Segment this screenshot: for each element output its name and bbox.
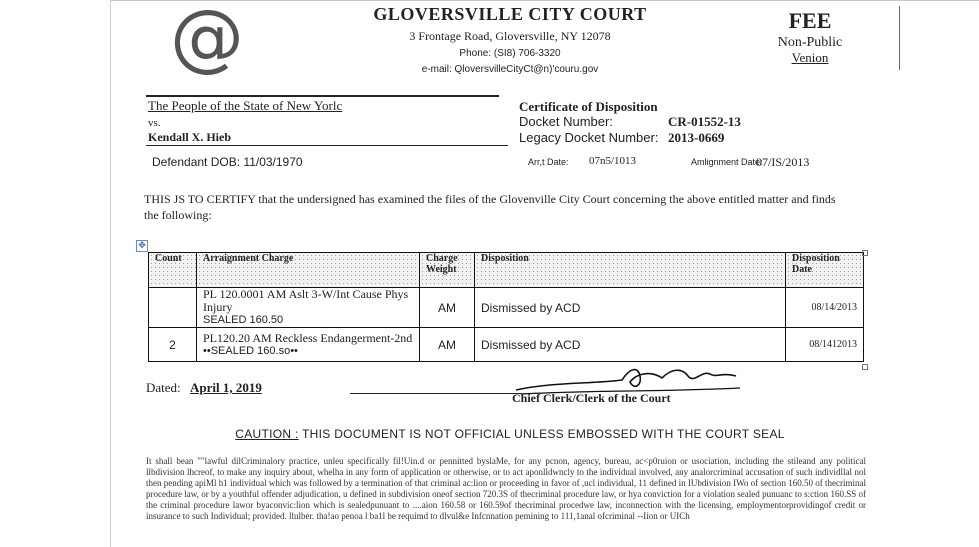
- table-resize-handle[interactable]: [862, 364, 868, 370]
- dated-label: Dated:: [146, 380, 181, 395]
- defendant-dob: [152, 155, 303, 169]
- dob-label: Defendant DOB:: [152, 155, 241, 169]
- table-row: [149, 328, 864, 362]
- dob-value: 11/03/1970: [243, 155, 303, 169]
- court-phone: Phone: (SI8) 706-3320: [459, 48, 561, 59]
- table-move-handle-icon[interactable]: ✥: [136, 240, 148, 252]
- arrest-date: 07n5/1013: [589, 155, 637, 167]
- caption-bottom-rule: [146, 145, 508, 146]
- row-date: 08/1412013: [786, 328, 864, 362]
- court-name: GLOVERSVILLE CITY COURT: [373, 4, 647, 24]
- signature-line: [350, 393, 522, 394]
- row-date: 08/14/2013: [786, 288, 864, 328]
- sealed-note: SEALED 160.50: [203, 314, 284, 326]
- versus-label: vs.: [148, 117, 161, 129]
- row-count: 2: [149, 328, 197, 362]
- legacy-docket-label: Legacy Docket Number:: [519, 130, 659, 145]
- row-count: [149, 288, 197, 328]
- charge-text: PL120.20 AM Reckless Endangerment-2nd: [203, 330, 413, 345]
- table-header-row: [149, 253, 864, 288]
- table-row: [149, 288, 864, 328]
- certify-statement: THIS JS TO CERTIFY that the undersigned has examined the files of the Glovenville City Court concerning the above entitled matter and finds the following:: [144, 192, 836, 222]
- col-weight: Charge Weight: [420, 253, 475, 288]
- docket-label: Docket Number:: [519, 114, 613, 129]
- people-caption: The People of the State of New Yorlc: [148, 98, 343, 113]
- caution-notice: [140, 427, 880, 441]
- arraignment-date-label: Amlignment Date:: [691, 157, 763, 167]
- legacy-docket-number: 2013-0669: [668, 130, 725, 145]
- caution-text: THIS DOCUMENT IS NOT OFFICIAL UNLESS EMBOSSED WITH THE COURT SEAL: [302, 427, 785, 441]
- certificate-title: Certificate of Disposition: [519, 99, 658, 114]
- fine-print: It shall bean ""lawful dilCriminalory practice, unleu specifically fil!Uin.d or pennitted byslaMe, for any pcnon, agency, bureau, ac<p0ruion or usociation, including the stileand any political llbdivision lhcreof, to make any inquiry about, whelha in any form of application or otherwise, or to act aponlldwncly to the individual involved, any analorcriminal accusation of such individllal nol then pending apiMl h1 individual which was followed by a termination of that criminal ac:lion or proceeding in favor of ,ucl individual, 11 defined in IUbdivision IWo of section 160.50 of thecriminal procedure law, or by a youthful offender adjudication, u defined in subdivision oneof section 720.3S of thecriminal procedure law, or hya conviction for a violation sealed punuanc to s:ction 160.SS of the criminal procedure lawor byaconvic:lion which is sealedpunuant to ....aion 160.58 or 160.59of thecriminal procedwe law, inconnection with the licensing, employmentorprovidingof credit or insurance to such Individual; provided. llulber. tha!ao penoa l ba1l be requimd to dlvul&e Infcnnation pemining to 111,1anal ofcriminal --Iion or UICh: [146, 456, 866, 521]
- court-address: 3 Frontage Road, Gloversville, NY 12078: [409, 29, 611, 43]
- clerk-title: Chief Clerk/Clerk of the Court: [512, 391, 671, 405]
- dated-value: April 1, 2019: [190, 380, 262, 395]
- disposition-table: [148, 252, 864, 362]
- col-disposition: Disposition: [475, 253, 786, 288]
- row-charge: [197, 328, 420, 362]
- docket-number: CR-01552-13: [668, 114, 741, 129]
- caption-top-rule: [146, 95, 499, 97]
- court-email: e-mail: QloversvilleCityCt@n)'couru.gov: [421, 64, 599, 75]
- fee-label: FEE: [788, 8, 832, 33]
- sealed-note: ••SEALED 160.so••: [203, 344, 298, 357]
- col-charge: Arraignment Charge: [197, 253, 420, 288]
- row-weight: AM: [420, 328, 475, 362]
- row-charge: [197, 288, 420, 328]
- at-sign-logo-icon: @: [170, 0, 244, 80]
- row-disposition: Dismissed by ACD: [475, 328, 786, 362]
- col-date: Disposition Date: [786, 253, 864, 288]
- non-public-label: Non-Public: [777, 35, 843, 50]
- defendant-name: Kendall X. Hieb: [148, 130, 232, 144]
- col-count: Count: [149, 253, 197, 288]
- charge-text: PL 120.0001 AM Aslt 3-W/Int Cause Phys Injury: [203, 287, 409, 314]
- caution-word: CAUTION :: [235, 427, 299, 441]
- arraignment-date: 07/IS/2013: [756, 155, 810, 169]
- arrest-date-label: Arr,t Date:: [528, 157, 569, 167]
- row-disposition: Dismissed by ACD: [475, 288, 786, 328]
- right-margin-line: [899, 6, 900, 70]
- page-left-edge: [110, 0, 111, 547]
- table-resize-handle[interactable]: [862, 250, 868, 256]
- version-label: Venion: [791, 50, 829, 65]
- row-weight: AM: [420, 288, 475, 328]
